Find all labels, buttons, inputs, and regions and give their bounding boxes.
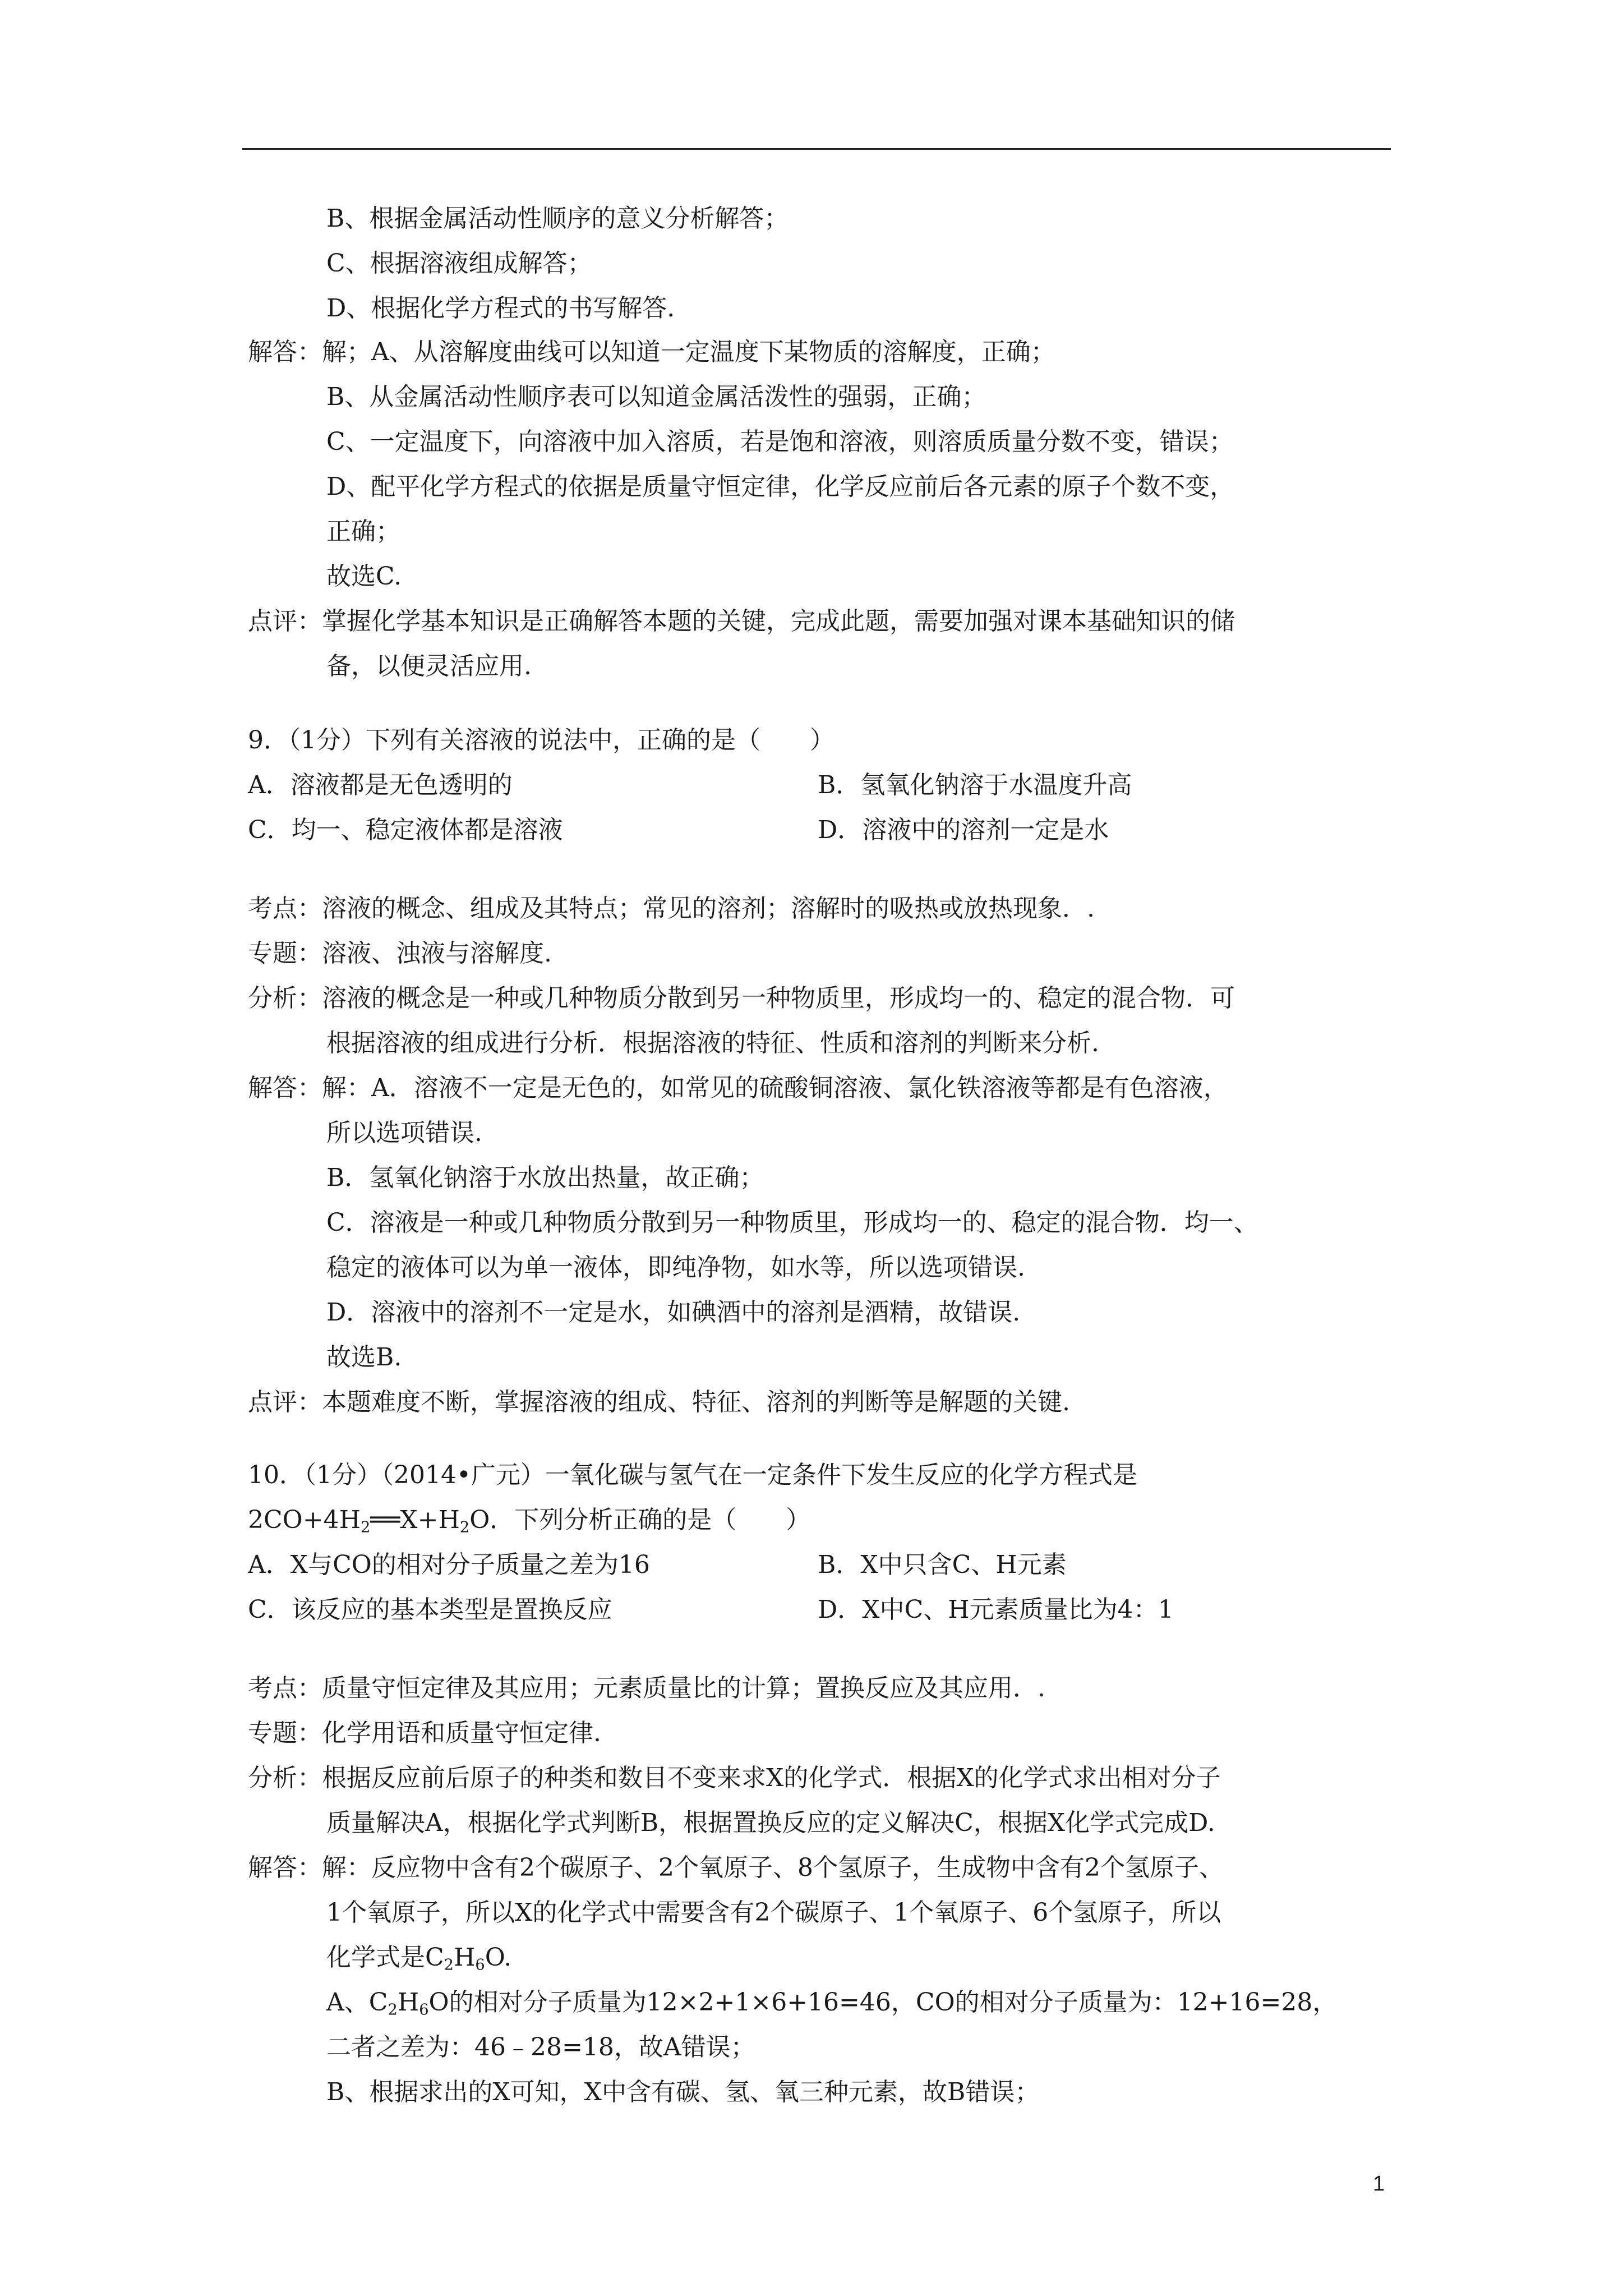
- text-line: 故选C.: [326, 562, 402, 591]
- text-line: C、根据溶液组成解答；: [326, 249, 592, 278]
- text-line: 正确；: [326, 517, 400, 546]
- text-line: 所以选项错误.: [326, 1119, 482, 1147]
- page-number: 1: [1373, 2172, 1385, 2196]
- text-line: B．氢氧化钠溶于水放出热量，故正确；: [326, 1163, 764, 1192]
- header-rule: [242, 148, 1391, 150]
- text-line: 根据溶液的组成进行分析．根据溶液的特征、性质和溶剂的判断来分析.: [326, 1029, 1099, 1057]
- text-line: 解答：解；A、从溶解度曲线可以知道一定温度下某物质的溶解度，正确；: [248, 338, 1055, 366]
- text-line: 分析：溶液的概念是一种或几种物质分散到另一种物质里，形成均一的、稳定的混合物．可: [248, 984, 1235, 1013]
- text-line: C．该反应的基本类型是置换反应: [248, 1595, 612, 1624]
- text-line: B、根据求出的X可知，X中含有碳、氢、氧三种元素，故B错误；: [326, 2078, 1040, 2106]
- text-line: 二者之差为：46﹣28=18，故A错误；: [326, 2033, 755, 2062]
- text-line: D．溶液中的溶剂不一定是水，如碘酒中的溶剂是酒精，故错误.: [326, 1298, 1021, 1327]
- text-line: 考点：溶液的概念、组成及其特点；常见的溶剂；溶解时的吸热或放热现象．.: [248, 894, 1095, 923]
- text-line: 解答：解：反应物中含有2个碳原子、2个氧原子、8个氢原子，生成物中含有2个氢原子、: [248, 1853, 1224, 1882]
- text-line: 化学式是$C_2H_6O$.: [326, 1943, 512, 1974]
- text-line: 1个氧原子，所以X的化学式中需要含有2个碳原子、1个氧原子、6个氢原子，所以: [326, 1898, 1221, 1927]
- text-line: 解答：解：A．溶液不一定是无色的，如常见的硫酸铜溶液、氯化铁溶液等都是有色溶液，: [248, 1074, 1228, 1102]
- text-line: 10．（1分）（2014•广元）一氧化碳与氢气在一定条件下发生反应的化学方程式是: [248, 1461, 1137, 1489]
- text-line: 分析：根据反应前后原子的种类和数目不变来求X的化学式．根据X的化学式求出相对分子: [248, 1764, 1221, 1792]
- text-line: 专题：溶液、浊液与溶解度.: [248, 939, 552, 968]
- text-line: A．X与CO的相对分子质量之差为16: [248, 1550, 650, 1579]
- text-line: A、$C_2H_6O$的相对分子质量为12×2+1×6+16=46，CO的相对分子质量为：12+16=28，: [326, 1988, 1338, 2019]
- text-line: 稳定的液体可以为单一液体，即纯净物，如水等，所以选项错误.: [326, 1253, 1025, 1282]
- text-line: 9．（1分）下列有关溶液的说法中，正确的是（ ）: [248, 726, 834, 754]
- text-line: D．溶液中的溶剂一定是水: [818, 816, 1109, 844]
- text-line: B、根据金属活动性顺序的意义分析解答；: [326, 204, 789, 233]
- text-line: 故选B.: [326, 1343, 402, 1372]
- text-line: 专题：化学用语和质量守恒定律.: [248, 1719, 601, 1747]
- text-line: D．X中C、H元素质量比为4：1: [818, 1595, 1174, 1624]
- text-line: B．X中只含C、H元素: [818, 1550, 1067, 1579]
- text-line: C．均一、稳定液体都是溶液: [248, 816, 563, 844]
- text-line: 质量解决A，根据化学式判断B，根据置换反应的定义解决C，根据X化学式完成D.: [326, 1809, 1215, 1837]
- text-line: D、配平化学方程式的依据是质量守恒定律，化学反应前后各元素的原子个数不变，: [326, 472, 1235, 501]
- text-line: D、根据化学方程式的书写解答.: [326, 294, 675, 323]
- text-line: 考点：质量守恒定律及其应用；元素质量比的计算；置换反应及其应用．.: [248, 1674, 1045, 1703]
- text-line: A．溶液都是无色透明的: [248, 771, 513, 799]
- text-line: C、一定温度下，向溶液中加入溶质，若是饱和溶液，则溶质质量分数不变，错误；: [326, 427, 1234, 456]
- text-line: B、从金属活动性顺序表可以知道金属活泼性的强弱，正确；: [326, 383, 986, 411]
- text-line: $2CO+4H_2══X+H_2O$．下列分析正确的是（ ）: [248, 1506, 811, 1536]
- text-line: B．氢氧化钠溶于水温度升高: [818, 771, 1132, 799]
- text-line: 点评：本题难度不断，掌握溶液的组成、特征、溶剂的判断等是解题的关键.: [248, 1388, 1070, 1416]
- text-line: C．溶液是一种或几种物质分散到另一种物质里，形成均一的、稳定的混合物．均一、: [326, 1208, 1258, 1237]
- text-line: 备，以便灵活应用.: [326, 652, 532, 680]
- text-line: 点评：掌握化学基本知识是正确解答本题的关键，完成此题，需要加强对课本基础知识的储: [248, 607, 1235, 636]
